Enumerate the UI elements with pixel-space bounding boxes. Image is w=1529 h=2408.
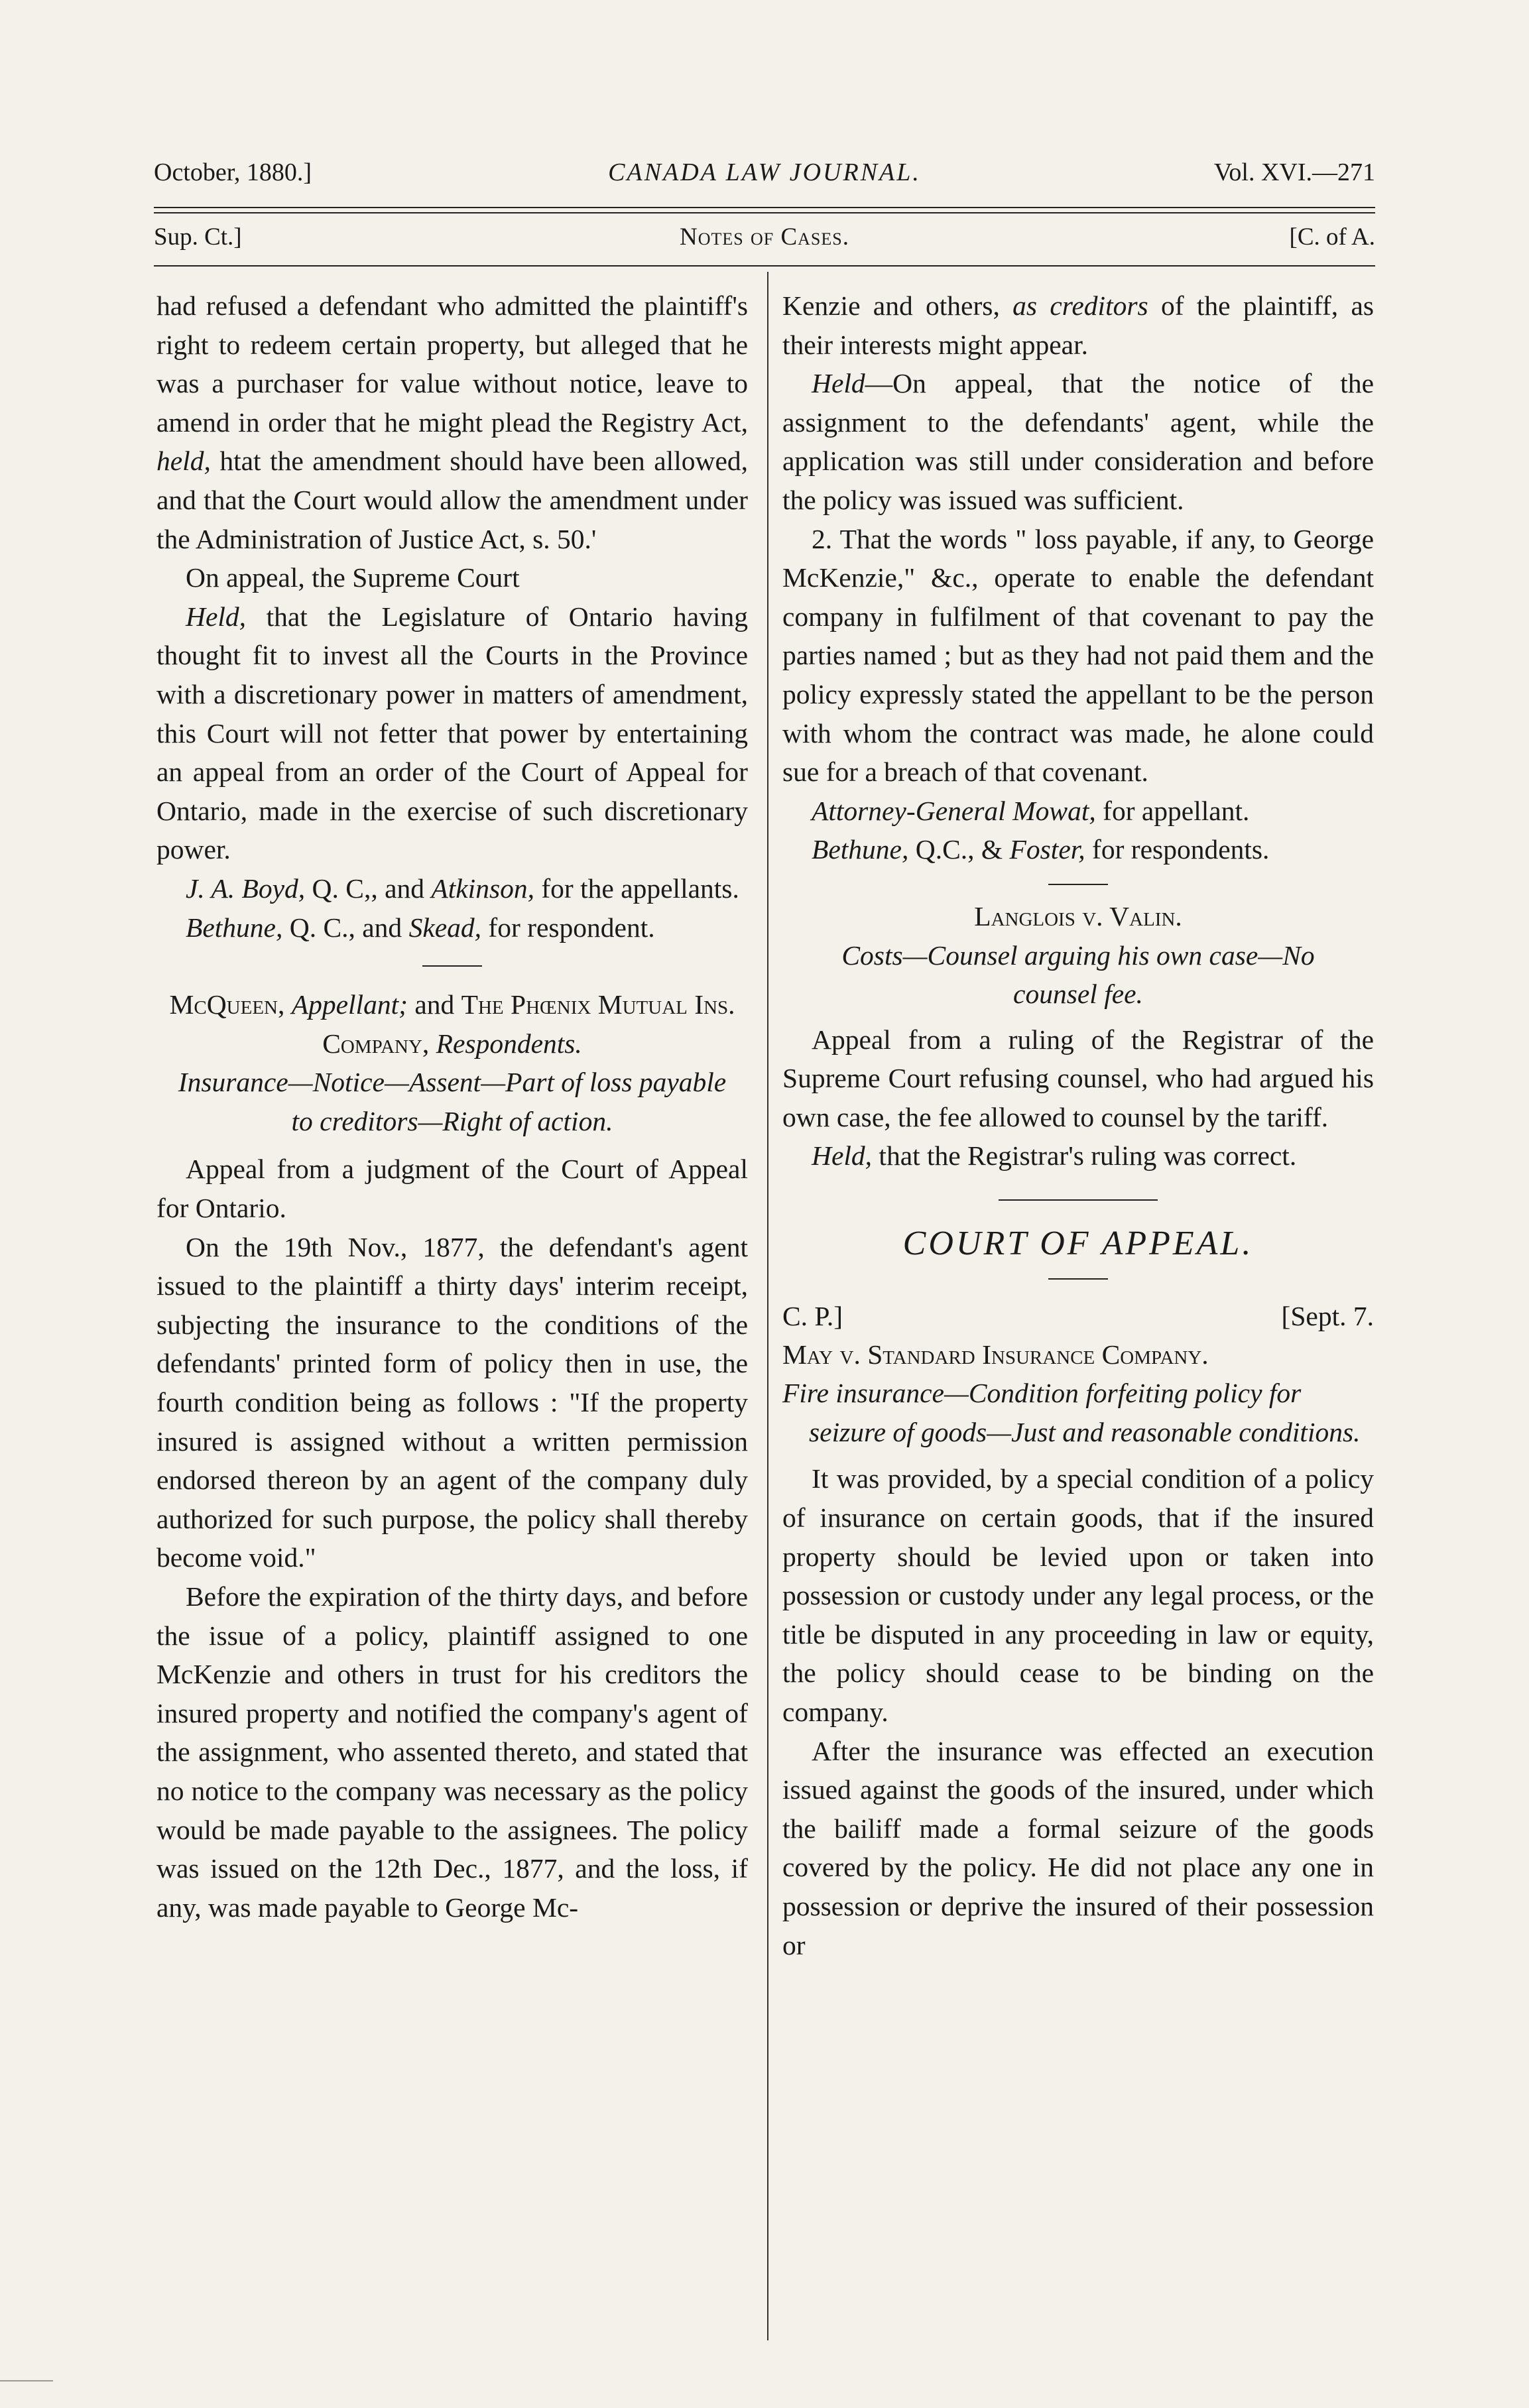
running-head [154, 158, 1375, 204]
header-rule [154, 265, 1375, 267]
journal-title: CANADA LAW JOURNAL. [608, 158, 921, 186]
paragraph: Appeal from a ruling of the Registrar of the Supreme Court refusing counsel, who had argued his own case, the fee allowed to counsel by the tariff. [782, 1024, 1374, 1132]
court-left-label: Sup. Ct.] [154, 223, 242, 251]
paragraph: On the 19th Nov., 1877, the defendant's agent issued to the plaintiff a thirty days' interim receipt, subjecting the insurance to the conditions of the defendants' printed form of policy then in use, the fourth condition being as follows : "If the property insured is assigned without a written permission endorsed thereon by an agent of the company duly authorized for such purpose, the policy shall thereby become void." [156, 1231, 748, 1573]
counsel-line: Attorney-General Mowat, for appellant. [812, 795, 1250, 826]
section-head [154, 223, 1375, 260]
decision-date: [Sept. 7. [1281, 1300, 1374, 1331]
holding-paragraph: Held, that the Legislature of Ontario having thought fit to invest all the Courts in the Province with a discretionary power in matters of amendment, this Court will not fetter that power by entertaining an appeal from an order of the Court of Appeal for Ontario, made in the exercise of such discretionary power. [156, 601, 749, 865]
counsel-line: J. A. Boyd, Q. C,, and Atkinson, for the appellants. [186, 873, 739, 904]
case-subtitle: Insurance—Notice—Assent—Part of loss payable to creditors—Right of action. [178, 1067, 727, 1136]
header-double-rule [154, 207, 1375, 213]
section-rule [999, 1199, 1158, 1201]
right-column [782, 286, 1374, 1964]
court-abbrev: C. P.] [782, 1300, 843, 1331]
holding-paragraph: Held—On appeal, that the notice of the assignment to the defendants' agent, while the application was still under consideration and before the policy was issued was sufficient. [782, 368, 1374, 515]
paragraph: After the insurance was effected an execution issued against the goods of the insured, under which the bailiff made a formal seizure of the goods covered by the policy. He did not place any one in possession or deprive the insured of their possession or [782, 1735, 1374, 1960]
case-title: Langlois v. Valin. [974, 900, 1182, 932]
paragraph: 2. That the words " loss payable, if any, to George McKenzie," &c., operate to enable the defendant company in fulfilment of that covenant to pay the parties named ; but as they had not paid them and the policy expressly stated the appellant to be the person with whom the contract was made, he alone could sue for a breach of that covenant. [782, 523, 1374, 788]
paragraph: Appeal from a judgment of the Court of Appeal for Ontario. [156, 1154, 748, 1224]
case-title: McQueen, Appellant; and The Phœnix Mutual Ins. Company, Respondents. [169, 989, 735, 1059]
left-column [156, 286, 748, 1927]
case-title: May v. Standard Insurance Company. [782, 1339, 1209, 1370]
paragraph: It was provided, by a special condition of a policy of insurance on certain goods, that if the insured property should be levied upon or taken into possession or custody under any legal process, or the title be disputed in any proceeding in law or equity, the policy should cease to be binding on the company. [782, 1463, 1374, 1727]
volume-page: Vol. XVI.—271 [1213, 158, 1375, 186]
court-meta [782, 1297, 1374, 1335]
court-right-label: [C. of A. [1289, 223, 1375, 251]
section-rule [1048, 1278, 1108, 1280]
case-subtitle: Costs—Counsel arguing his own case—No counsel fee. [841, 939, 1315, 1010]
section-rule [422, 965, 482, 967]
paragraph: had refused a defendant who admitted the plaintiff's right to redeem certain property, but alleged that he was a purchaser for value without notice, leave to amend in order that he might plead the Registry Act, held, htat the amendment should have been allowed, and that the Court would allow the amendment under the Administration of Justice Act, s. 50.' [156, 290, 749, 554]
paragraph: Before the expiration of the thirty days, and before the issue of a policy, plaintiff assigned to one McKenzie and others in trust for his creditors the insured property and notified the company's agent of the assignment, who assented thereto, and stated that no notice to the company was necessary as the policy would be made payable to the assignees. The policy was issued on the 12th Dec., 1877, and the loss, if any, was made payable to George Mc- [156, 1581, 748, 1923]
column-divider [767, 272, 768, 2340]
counsel-line: Bethune, Q. C., and Skead, for respondent. [186, 912, 655, 943]
court-heading: COURT OF APPEAL. [902, 1225, 1254, 1263]
issue-date: October, 1880.] [154, 158, 312, 186]
section-title: Notes of Cases. [680, 223, 849, 251]
holding-paragraph: Held, that the Registrar's ruling was correct. [812, 1140, 1297, 1172]
case-subtitle: Fire insurance—Condition forfeiting policy for seizure of goods—Just and reasonable conditions. [782, 1378, 1361, 1447]
paragraph: On appeal, the Supreme Court [186, 562, 520, 593]
paragraph: Kenzie and others, as creditors of the plaintiff, as their interests might appear. [782, 290, 1375, 360]
scan-edge-mark [0, 2380, 53, 2381]
counsel-line: Bethune, Q.C., & Foster, for respondents. [812, 834, 1270, 865]
section-rule [1048, 884, 1108, 885]
